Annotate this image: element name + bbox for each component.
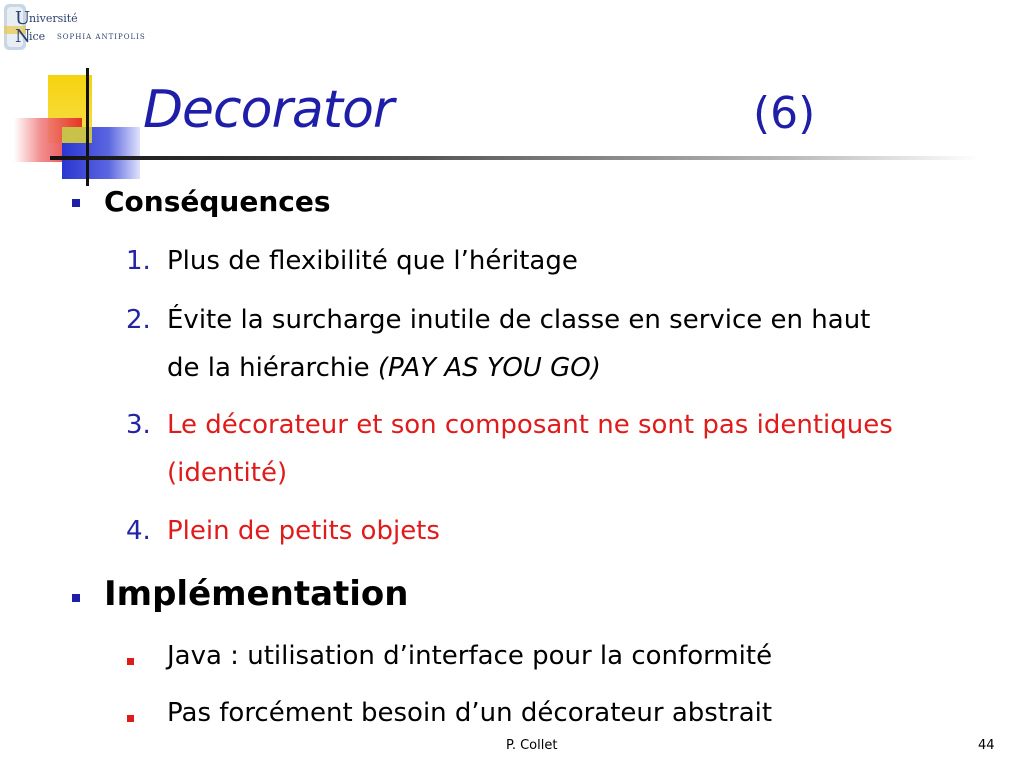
footer-author: P. Collet (506, 738, 558, 753)
logo-letter-n: N (15, 26, 31, 47)
list-item-highlight: Plein de petits objets (167, 516, 440, 546)
list-item: Évite la surcharge inutile de classe en service en haut (167, 305, 871, 335)
logo-letter-u: U (15, 8, 31, 29)
list-item-highlight-continuation: (identité) (167, 458, 288, 488)
list-number: 2. (126, 305, 151, 335)
list-number: 1. (126, 246, 151, 276)
list-number: 3. (126, 410, 151, 440)
heading-consequences: Conséquences (104, 185, 331, 218)
slide-title: Decorator (143, 80, 394, 140)
bullet-square-icon (127, 658, 134, 665)
list-item-text: de la hiérarchie (167, 353, 378, 383)
logo-subtitle: SOPHIA ANTIPOLIS (57, 33, 146, 41)
title-underline (50, 156, 980, 160)
list-number: 4. (126, 516, 151, 546)
footer-page-number: 44 (978, 738, 995, 753)
list-item: Plus de flexibilité que l’héritage (167, 246, 578, 276)
vertical-rule (86, 68, 89, 186)
list-item: Pas forcément besoin d’un décorateur abstrait (167, 698, 773, 728)
bullet-square-icon (72, 199, 80, 207)
bullet-square-icon (127, 715, 134, 722)
slide-number-in-title: (6) (753, 88, 816, 139)
logo-line2: ice (29, 30, 46, 43)
heading-implementation: Implémentation (104, 574, 409, 614)
list-item-emphasis: (PAY AS YOU GO) (377, 353, 601, 383)
logo-line1: niversité (29, 12, 78, 25)
university-logo (4, 4, 146, 52)
list-item-highlight: Le décorateur et son composant ne sont pas identiques (167, 410, 893, 440)
list-item: Java : utilisation d’interface pour la conformité (167, 641, 773, 671)
bullet-square-icon (72, 594, 80, 602)
list-item-continuation (167, 353, 601, 383)
